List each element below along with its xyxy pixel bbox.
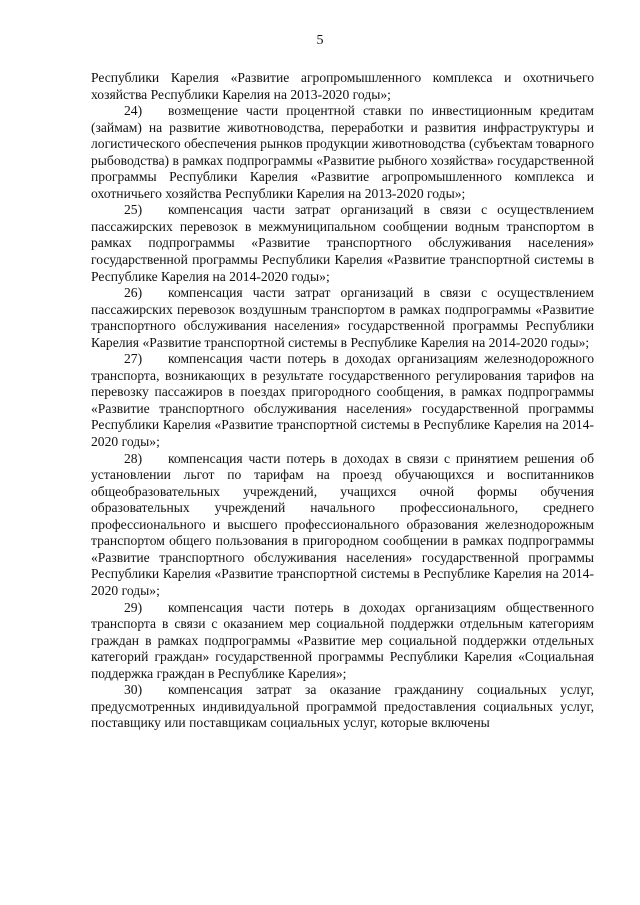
list-item-text: компенсация части потерь в доходах в связи с принятием решения об установлении льгот по тарифам на проезд обучающихся и воспитанников общеобразовательных учреждений, учащихся очной формы обучения образовательных учреждений начального профессионального, среднего профессионального и высшего профессионального образования железнодорожным транспортом общего пользования в пригородном сообщении в рамках подпрограммы «Развитие транспортного обслуживания населения» государственной программы Республики Карелия «Развитие транспортной системы в Республике Карелия на 2014-2020 годы»; bbox=[91, 450, 594, 598]
list-item-text: компенсация части затрат организаций в связи с осуществлением пассажирских перевозок воздушным транспортом в рамках подпрограммы «Развитие транспортного обслуживания населения» государственной программы Республики Карелия «Развитие транспортной системы в Республике Карелия на 2014-2020 годы»; bbox=[91, 285, 594, 350]
list-item-text: возмещение части процентной ставки по инвестиционным кредитам (займам) на развитие животноводства, переработки и развития инфраструктуры и логистического обеспечения рынков продукции животноводства (субъектам товарного рыбоводства) в рамках подпрограммы «Развитие рыбного хозяйства» государственной программы Республики Карелия «Развитие агропромышленного комплекса и охотничьего хозяйства Республики Карелия на 2013-2020 годы»; bbox=[91, 103, 594, 201]
list-item-number: 26) bbox=[124, 285, 143, 301]
list-item bbox=[91, 451, 594, 600]
list-item-number: 24) bbox=[124, 103, 143, 119]
list-item bbox=[91, 351, 594, 450]
list-item-number: 27) bbox=[124, 351, 143, 367]
list-item-number: 25) bbox=[124, 202, 143, 218]
list-item-number: 29) bbox=[124, 599, 143, 615]
list-items bbox=[91, 103, 594, 732]
list-item-text: компенсация части потерь в доходах организациям железнодорожного транспорта, возникающих в результате государственного регулирования тарифов на перевозку пассажиров в поездах пригородного сообщения, в рамках подпрограммы «Развитие транспортного обслуживания населения» государственной программы Республики Карелия «Развитие транспортной системы в Республике Карелия на 2014-2020 годы»; bbox=[91, 351, 594, 450]
document-body bbox=[91, 70, 594, 732]
page-number: 5 bbox=[316, 33, 324, 48]
list-item-number: 28) bbox=[124, 450, 143, 466]
list-item-text: компенсация части потерь в доходах организациям общественного транспорта в связи с оказанием мер социальной поддержки отдельным категориям граждан в рамках подпрограммы «Развитие мер социальной поддержки отдельных категорий граждан» государственной программы Республики Карелия «Социальная поддержка граждан в Республике Карелия»; bbox=[91, 599, 594, 681]
list-item bbox=[91, 682, 594, 732]
continuation-paragraph: Республики Карелия «Развитие агропромышленного комплекса и охотничьего хозяйства Республики Карелия на 2013-2020 годы»; bbox=[91, 70, 594, 102]
list-item bbox=[91, 285, 594, 351]
list-item bbox=[91, 202, 594, 285]
list-item bbox=[91, 600, 594, 683]
list-item-text: компенсация части затрат организаций в связи с осуществлением пассажирских перевозок в межмуниципальном сообщении водным транспортом в рамках подпрограммы «Развитие транспортного обслуживания населения» государственной программы Республики Карелия «Развитие транспортной системы в Республике Карелия на 2014-2020 годы»; bbox=[91, 202, 594, 284]
list-item bbox=[91, 103, 594, 202]
list-item-number: 30) bbox=[124, 682, 143, 698]
list-item-text: компенсация затрат за оказание гражданину социальных услуг, предусмотренных индивидуальной программой предоставления социальных услуг, поставщику или поставщикам социальных услуг, которые включены bbox=[91, 682, 594, 731]
